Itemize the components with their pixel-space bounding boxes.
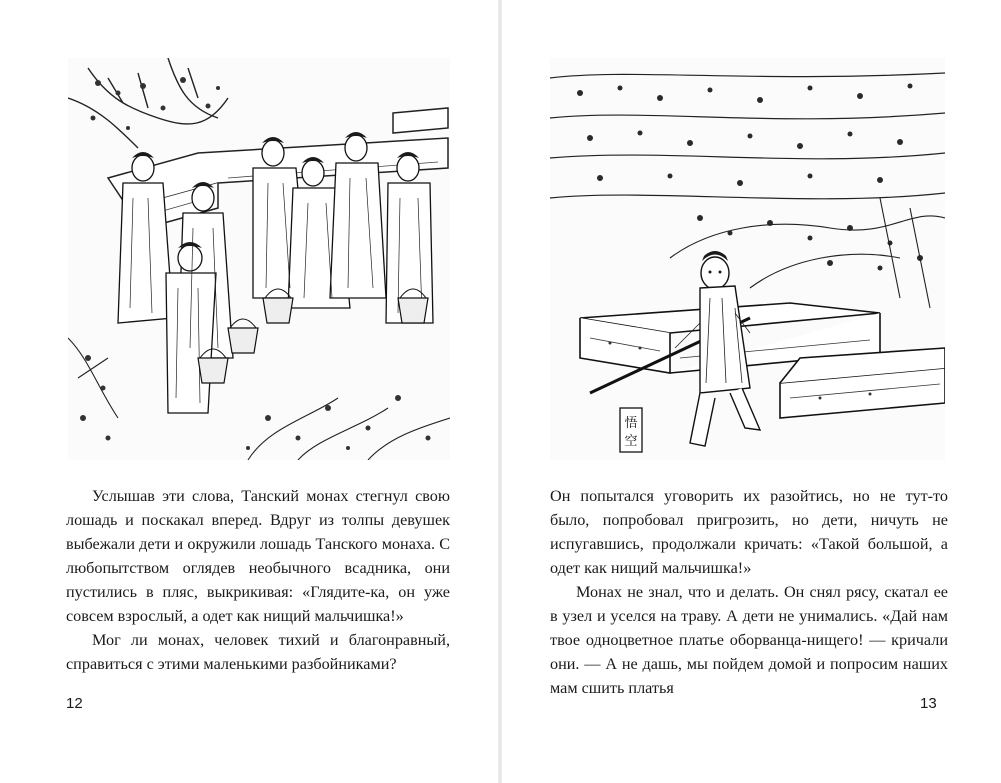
paragraph: Монах не знал, что и делать. Он снял рясу, скатал ее в узел и уселся на траву. А дети не унимались. «Дай нам твое одноцветное платье оборванца-нищего! — кричали они. — А не дашь, мы пойдем домой и попросим наших мам сшить платья (550, 583, 948, 697)
page-number: 12 (66, 695, 83, 712)
right-page-text (550, 484, 948, 700)
seal-char: 悟 (624, 416, 638, 431)
right-illustration (550, 58, 945, 460)
women-garden-woodcut (68, 58, 450, 460)
monkey-orchard-woodcut (550, 58, 945, 460)
paragraph: Он попытался уговорить их разойтись, но не тут-то было, попробовал пригрозить, но дети, ничуть не испугавшись, продолжали кричать: «Такой большой, а одет как нищий мальчишка!» (550, 487, 948, 577)
paragraph: Мог ли монах, человек тихий и благонравный, справиться с этими маленькими разбойниками? (66, 631, 450, 673)
seal-char: 空 (624, 434, 638, 449)
left-page (0, 0, 500, 783)
left-illustration (68, 58, 450, 460)
page-number: 13 (920, 695, 937, 712)
left-page-text (66, 484, 450, 676)
paragraph: Услышав эти слова, Танский монах стегнул свою лошадь и поскакал вперед. Вдруг из толпы девушек выбежали дети и окружили лошадь Танского монаха. С любопытством оглядев необычного всадника, они пустились в пляс, выкрикивая: «Глядите-ка, он уже совсем взрослый, а одет как нищий мальчишка!» (66, 487, 450, 625)
right-page (500, 0, 1000, 783)
